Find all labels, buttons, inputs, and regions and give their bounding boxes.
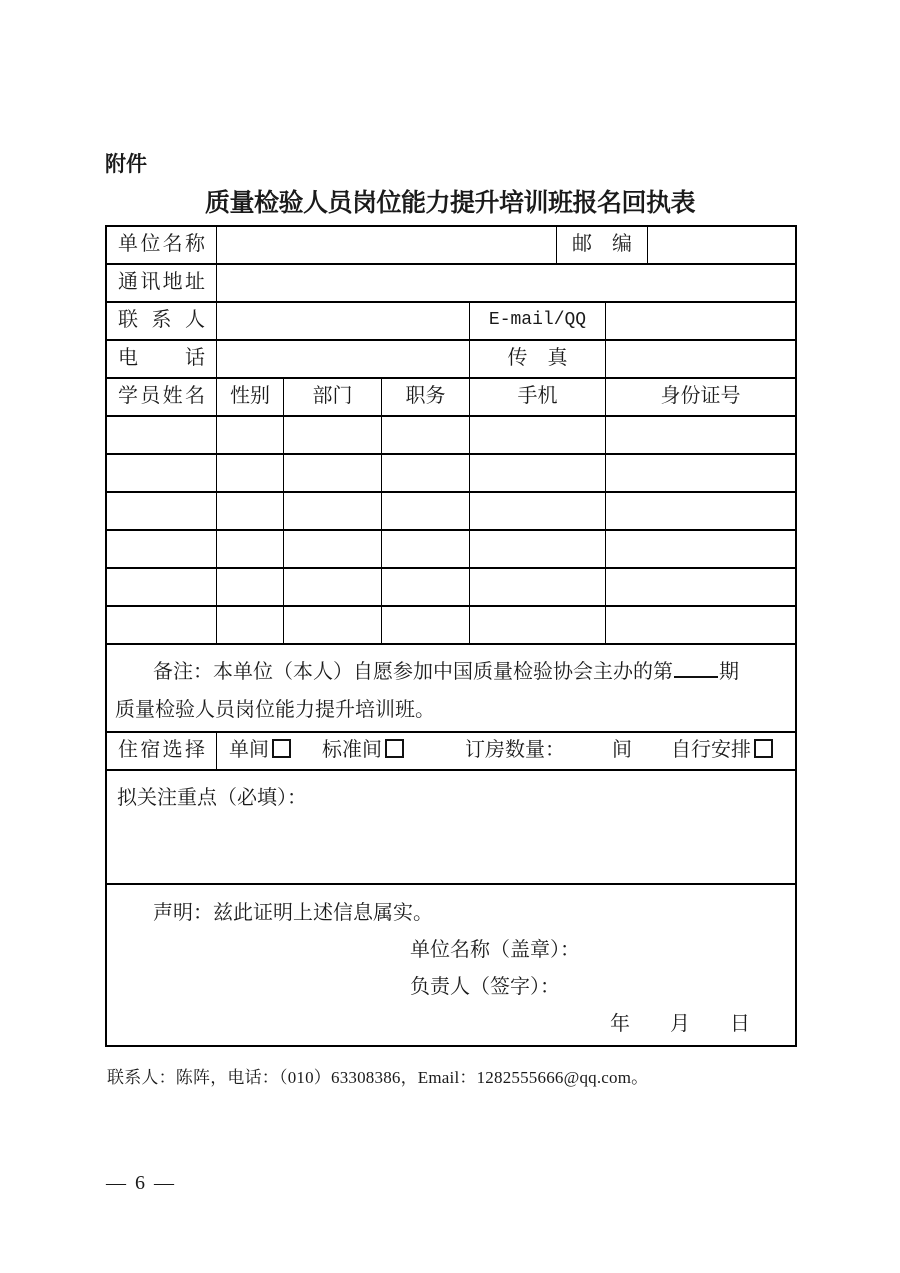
- roster-cell: [606, 607, 795, 643]
- roster-cell: [217, 417, 284, 453]
- postal-code-label: 邮 编: [557, 227, 648, 263]
- accommodation-label: 住宿选择: [107, 733, 217, 769]
- fax-field: [606, 341, 795, 377]
- roster-cell: [470, 607, 606, 643]
- focus-label: 拟关注重点（必填）：: [117, 787, 307, 809]
- attachment-label: 附件: [105, 153, 147, 176]
- declaration-seal-label: 单位名称（盖章）：: [410, 939, 580, 961]
- roster-cell: [107, 607, 217, 643]
- room-count-label: 订房数量：: [465, 739, 565, 761]
- phone-field: [217, 341, 470, 377]
- option-standard-room-label: 标准间: [322, 739, 382, 761]
- roster-header-mobile: 手机: [470, 379, 606, 415]
- roster-cell: [382, 417, 470, 453]
- registration-form-table: [105, 225, 797, 1047]
- roster-cell: [217, 531, 284, 567]
- remark-line1: [115, 653, 787, 691]
- email-field: [606, 303, 795, 339]
- roster-cell: [470, 531, 606, 567]
- roster-header-name: 学员姓名: [107, 379, 217, 415]
- fax-label: 传 真: [470, 341, 606, 377]
- roster-cell: [284, 455, 382, 491]
- row-declaration: [107, 885, 795, 1045]
- room-count-unit: 间: [612, 739, 632, 761]
- email-label: E-mail/QQ: [470, 303, 606, 339]
- roster-cell: [382, 455, 470, 491]
- roster-empty-row: [107, 531, 795, 569]
- roster-cell: [284, 569, 382, 605]
- roster-cell: [107, 569, 217, 605]
- standard-room-checkbox: [385, 739, 404, 758]
- option-self-arrange-label: 自行安排: [671, 739, 751, 761]
- row-unit-name: [107, 227, 795, 265]
- remark-text-prefix: 备注：本单位（本人）自愿参加中国质量检验协会主办的第: [153, 661, 673, 683]
- contact-field: [217, 303, 470, 339]
- row-phone: [107, 341, 795, 379]
- roster-empty-row: [107, 607, 795, 645]
- self-arrange-checkbox: [754, 739, 773, 758]
- declaration-sign-label: 负责人（签字）：: [410, 976, 560, 998]
- roster-header-position: 职务: [382, 379, 470, 415]
- roster-cell: [284, 607, 382, 643]
- remark-blank-line: [674, 672, 718, 678]
- remark-line2: 质量检验人员岗位能力提升培训班。: [115, 699, 435, 721]
- roster-cell: [606, 531, 795, 567]
- option-single-room-label: 单间: [229, 739, 269, 761]
- roster-cell: [470, 569, 606, 605]
- unit-name-field: [217, 227, 557, 263]
- declaration-statement: 声明：兹此证明上述信息属实。: [153, 902, 433, 924]
- roster-empty-row: [107, 455, 795, 493]
- postal-code-field: [648, 227, 795, 263]
- contact-label: 联 系 人: [107, 303, 217, 339]
- roster-cell: [606, 493, 795, 529]
- roster-cell: [107, 493, 217, 529]
- single-room-checkbox: [272, 739, 291, 758]
- unit-name-label: 单位名称: [107, 227, 217, 263]
- roster-cell: [217, 493, 284, 529]
- roster-header-gender: 性别: [217, 379, 284, 415]
- roster-empty-row: [107, 493, 795, 531]
- roster-cell: [107, 417, 217, 453]
- roster-cell: [606, 455, 795, 491]
- address-label: 通讯地址: [107, 265, 217, 301]
- roster-cell: [470, 417, 606, 453]
- page-number: — 6 —: [106, 1172, 176, 1194]
- row-focus: [107, 771, 795, 885]
- footer-contact: 联系人：陈阵，电话：（010）63308386，Email：1282555666@qq.com。: [107, 1068, 649, 1087]
- row-address: [107, 265, 795, 303]
- roster-cell: [382, 569, 470, 605]
- roster-cell: [382, 493, 470, 529]
- roster-cell: [382, 531, 470, 567]
- roster-cell: [606, 569, 795, 605]
- option-single-room: [229, 739, 291, 761]
- roster-header-id-number: 身份证号: [660, 385, 741, 407]
- roster-empty-row: [107, 417, 795, 455]
- roster-cell: [382, 607, 470, 643]
- roster-header-department: 部门: [284, 379, 382, 415]
- roster-cell: [284, 531, 382, 567]
- declaration-date-label: 年 月 日: [610, 1013, 750, 1035]
- roster-cell: [107, 531, 217, 567]
- phone-label: 电 话: [107, 341, 217, 377]
- roster-cell: [217, 607, 284, 643]
- row-remark: [107, 645, 795, 733]
- roster-cell: [217, 455, 284, 491]
- roster-cell: [606, 417, 795, 453]
- row-accommodation: [107, 733, 795, 771]
- roster-cell: [107, 455, 217, 491]
- roster-cell: [217, 569, 284, 605]
- address-field: [217, 265, 795, 301]
- remark-text-suffix: 期: [719, 661, 739, 683]
- option-standard-room: [322, 739, 404, 761]
- roster-empty-row: [107, 569, 795, 607]
- roster-header-row: [107, 379, 795, 417]
- row-contact: [107, 303, 795, 341]
- page-title: 质量检验人员岗位能力提升培训班报名回执表: [204, 189, 695, 217]
- accommodation-options: [217, 733, 795, 769]
- option-self-arrange: [671, 739, 773, 761]
- roster-cell: [284, 417, 382, 453]
- roster-cell: [284, 493, 382, 529]
- roster-cell: [470, 493, 606, 529]
- roster-cell: [470, 455, 606, 491]
